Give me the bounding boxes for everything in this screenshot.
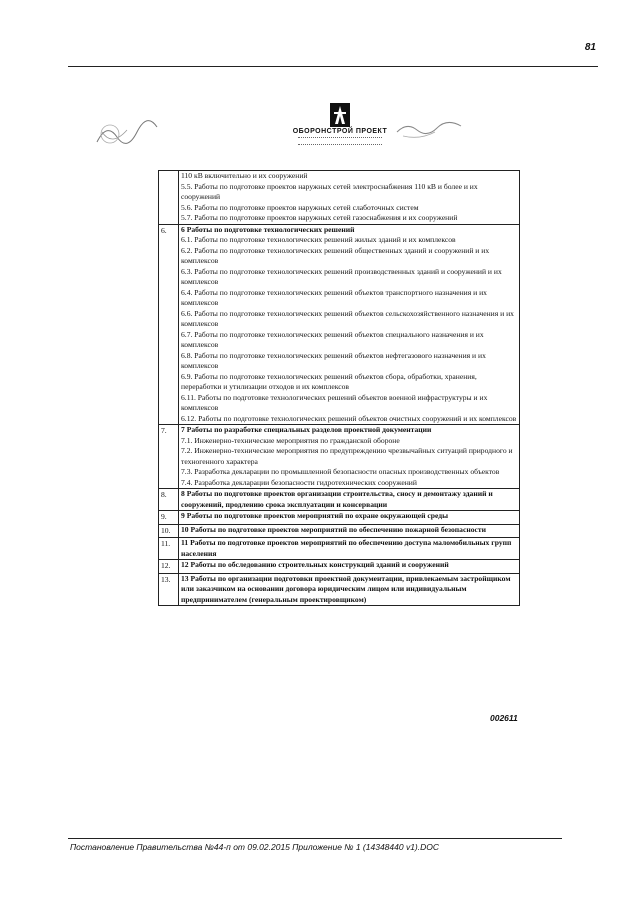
- row-content: [179, 560, 520, 574]
- work-item: 5.5. Работы по подготовке проектов наружных сетей электроснабжения 110 кВ и более и их сооружений: [181, 181, 478, 201]
- table-row: [159, 524, 520, 538]
- row-content: [179, 425, 520, 489]
- row-content: [179, 573, 520, 606]
- work-item: 5.6. Работы по подготовке проектов наружных сетей слаботочных систем: [181, 202, 419, 212]
- section-heading: 12 Работы по обследованию строительных конструкций зданий и сооружений: [181, 560, 449, 569]
- stamp-scribble-right-icon: [395, 118, 465, 142]
- work-item: 7.2. Инженерно-технические мероприятия по предупреждению чрезвычайных ситуаций природного и техногенного характера: [181, 446, 513, 466]
- row-number: 13.: [159, 573, 179, 606]
- row-number: 8.: [159, 489, 179, 511]
- oboronstroy-logo-icon: [330, 103, 350, 127]
- work-item: 6.12. Работы по подготовке технологических решений объектов очистных сооружений и их комплексов: [181, 413, 517, 423]
- row-number: 12.: [159, 560, 179, 574]
- company-logo: [290, 103, 390, 145]
- row-number: 6.: [159, 224, 179, 425]
- section-heading: 8 Работы по подготовке проектов организации строительства, сносу и демонтажу зданий и сооружений, продлению срока эксплуатации и консервации: [181, 489, 493, 509]
- table-row: [159, 560, 520, 574]
- row-number: 11.: [159, 538, 179, 560]
- bottom-rule: [68, 838, 562, 839]
- row-content: [179, 511, 520, 525]
- section-heading: 13 Работы по организации подготовки проектной документации, привлекаемым застройщиком или заказчиком на основании договора юридическим лицом или индивидуальным предпринимателем (генеральным проектировщиком): [181, 573, 511, 604]
- work-item: 6.9. Работы по подготовке технологических решений объектов сбора, обработки, хранения, переработки и утилизации отходов и их комплексов: [181, 371, 477, 391]
- row-content: [179, 489, 520, 511]
- work-types-table: [158, 170, 520, 606]
- row-number: [159, 171, 179, 225]
- row-number: 10.: [159, 524, 179, 538]
- table-row: [159, 489, 520, 511]
- table-row: [159, 573, 520, 606]
- table-row: [159, 425, 520, 489]
- section-heading: 7 Работы по разработке специальных разделов проектной документации: [181, 425, 432, 434]
- work-item: 7.3. Разработка декларации по промышленной безопасности опасных производственных объектов: [181, 467, 500, 476]
- section-heading: 11 Работы по подготовке проектов мероприятий по обеспечению доступа маломобильных групп населения: [181, 538, 512, 558]
- stamp-scribble-left-icon: [92, 112, 172, 152]
- top-rule: [68, 66, 598, 67]
- section-heading: 9 Работы по подготовке проектов мероприятий по охране окружающей среды: [181, 511, 449, 520]
- work-item: 6.4. Работы по подготовке технологических решений объектов транспортного назначения и их комплексов: [181, 287, 487, 307]
- row-content: [179, 224, 520, 425]
- section-heading: 10 Работы по подготовке проектов мероприятий по обеспечению пожарной безопасности: [181, 524, 486, 534]
- table-row: [159, 171, 520, 225]
- work-item: 6.3. Работы по подготовке технологических решений производственных зданий и сооружений и их комплексов: [181, 266, 502, 286]
- row-number: 9.: [159, 511, 179, 525]
- row-content: [179, 171, 520, 225]
- work-item: 5.7. Работы по подготовке проектов наружных сетей газоснабжения и их сооружений: [181, 213, 458, 222]
- row-content: [179, 524, 520, 538]
- work-item: 110 кВ включительно и их сооружений: [181, 171, 308, 180]
- row-number: 7.: [159, 425, 179, 489]
- work-item: 6.7. Работы по подготовке технологических решений объектов специального назначения и их комплексов: [181, 329, 484, 349]
- footer-text: Постановление Правительства №44-п от 09.02.2015 Приложение № 1 (14348440 v1).DOC: [70, 842, 440, 852]
- work-item: 7.4. Разработка декларации безопасности гидротехнических сооружений: [181, 477, 417, 487]
- work-item: 6.11. Работы по подготовке технологических решений объектов военной инфраструктуры и их комплексов: [181, 392, 488, 412]
- row-content: [179, 538, 520, 560]
- work-item: 6.1. Работы по подготовке технологических решений жилых зданий и их комплексов: [181, 235, 456, 244]
- page-number: 81: [584, 42, 596, 53]
- work-item: 6.6. Работы по подготовке технологических решений объектов сельскохозяйственного назначения и их комплексов: [181, 308, 514, 328]
- section-heading: 6 Работы по подготовке технологических решений: [181, 224, 355, 234]
- work-item: 6.2. Работы по подготовке технологических решений общественных зданий и сооружений и их комплексов: [181, 245, 490, 265]
- work-item: 7.1. Инженерно-технические мероприятия по гражданской обороне: [181, 435, 400, 445]
- table-row: [159, 511, 520, 525]
- work-item: 6.8. Работы по подготовке технологических решений объектов нефтегазового назначения и их комплексов: [181, 350, 486, 370]
- table-row: [159, 224, 520, 425]
- document-code: 002611: [490, 713, 518, 723]
- logo-subtitle-line: [298, 137, 382, 145]
- logo-name: ОБОРОНСТРОЙ ПРОЕКТ: [292, 128, 388, 135]
- table-row: [159, 538, 520, 560]
